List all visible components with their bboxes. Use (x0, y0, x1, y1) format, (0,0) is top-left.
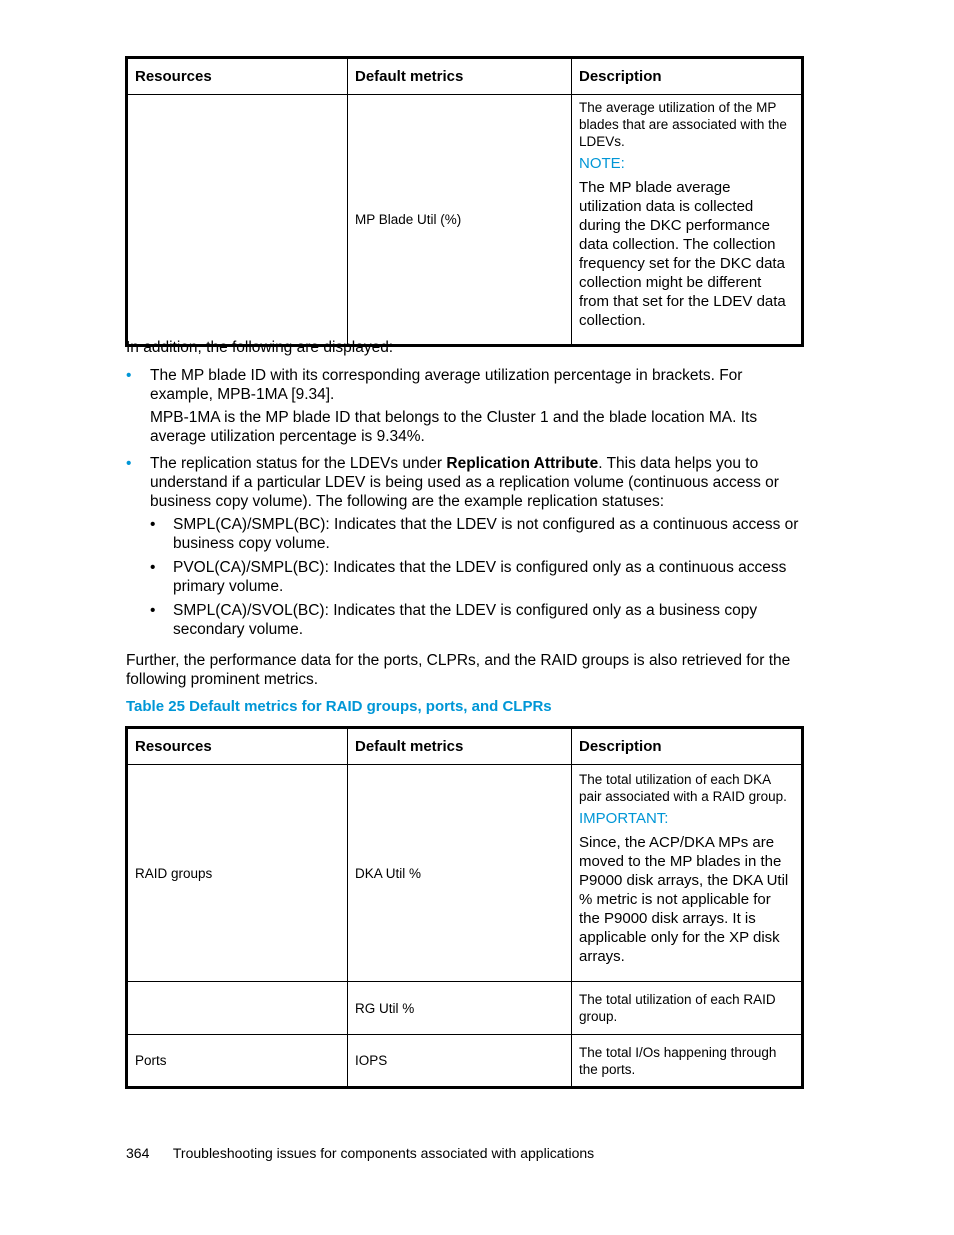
description-text: The total utilization of each DKA pair associated with a RAID group. (579, 772, 787, 804)
cell-resource (127, 982, 348, 1035)
cell-resource (127, 95, 348, 346)
cell-metric: MP Blade Util (%) (348, 95, 572, 346)
cell-description: The total I/Os happening through the ports. (572, 1035, 803, 1088)
further-paragraph: Further, the performance data for the ports, CLPRs, and the RAID groups is also retrieved for the following prominent metrics. (126, 652, 791, 688)
sub-list-text: SMPL(CA)/SVOL(BC): Indicates that the LDEV is configured only as a business copy secondary volume. (173, 602, 758, 638)
header-description: Description (572, 58, 803, 95)
cell-description (572, 95, 803, 346)
replication-attribute-term: Replication Attribute (446, 455, 599, 472)
table-row (127, 765, 803, 982)
important-body: Since, the ACP/DKA MPs are moved to the MP blades in the P9000 disk arrays, the DKA Util % metric is not applicable for the P9000 disk arrays. It is applicable only for the XP disk arrays. (579, 834, 789, 965)
bullet-text-pre: The replication status for the LDEVs under (150, 455, 447, 472)
cell-metric: RG Util % (348, 982, 572, 1035)
cell-metric: DKA Util % (348, 765, 572, 982)
note-body: The MP blade average utilization data is collected during the DKC performance data collection. The collection frequency set for the DKC data collection might be different from that set for the LDEV data collection. (579, 179, 786, 329)
bullet-marker: • (126, 367, 132, 384)
table-row (127, 982, 803, 1035)
page-number: 364 (126, 1145, 150, 1161)
sub-list-item (150, 515, 806, 553)
header-default-metrics: Default metrics (348, 58, 572, 95)
header-resources: Resources (127, 58, 348, 95)
cell-metric: IOPS (348, 1035, 572, 1088)
bullet-text-post: . This data helps you to understand if a particular LDEV is being used as a replication volume (continuous access or business copy volume). The following are the example replication statuses: (150, 455, 779, 510)
table-raid-ports-clprs (125, 726, 804, 1089)
table-row (127, 95, 803, 346)
header-description: Description (572, 728, 803, 765)
table-row (127, 1035, 803, 1088)
header-default-metrics: Default metrics (348, 728, 572, 765)
sub-bullet-marker: • (150, 559, 156, 576)
sub-list-item (150, 601, 806, 639)
bullet-replication (126, 454, 806, 639)
bullet-followup: MPB-1MA is the MP blade ID that belongs to the Cluster 1 and the blade location MA. Its average utilization percentage is 9.34%. (150, 409, 758, 445)
table-header-row (127, 728, 803, 765)
page-footer (126, 1145, 594, 1161)
sub-bullet-marker: • (150, 516, 156, 533)
intro-paragraph: In addition, the following are displayed: (126, 339, 394, 356)
important-label: IMPORTANT: (579, 810, 669, 827)
cell-resource: Ports (127, 1035, 348, 1088)
sub-list-text: PVOL(CA)/SMPL(BC): Indicates that the LDEV is configured only as a continuous access primary volume. (173, 559, 787, 595)
table-mp-blade (125, 56, 804, 347)
sub-bullet-marker: • (150, 602, 156, 619)
table-header-row (127, 58, 803, 95)
cell-resource: RAID groups (127, 765, 348, 982)
bullet-text: The MP blade ID with its corresponding average utilization percentage in brackets. For example, MPB-1MA [9.34]. (150, 367, 743, 403)
bullet-marker: • (126, 455, 132, 472)
footer-title: Troubleshooting issues for components associated with applications (172, 1145, 595, 1161)
header-resources: Resources (127, 728, 348, 765)
cell-description (572, 765, 803, 982)
note-label: NOTE: (579, 155, 625, 172)
description-text: The average utilization of the MP blades that are associated with the LDEVs. (579, 100, 787, 149)
sub-list-text: SMPL(CA)/SMPL(BC): Indicates that the LDEV is not configured as a continuous access or business copy volume. (173, 516, 799, 552)
bullet-mp-blade (126, 366, 806, 446)
bullet-text (150, 454, 806, 511)
sub-list-item (150, 558, 806, 596)
table-caption: Table 25 Default metrics for RAID groups, ports, and CLPRs (126, 698, 552, 715)
cell-description: The total utilization of each RAID group. (572, 982, 803, 1035)
